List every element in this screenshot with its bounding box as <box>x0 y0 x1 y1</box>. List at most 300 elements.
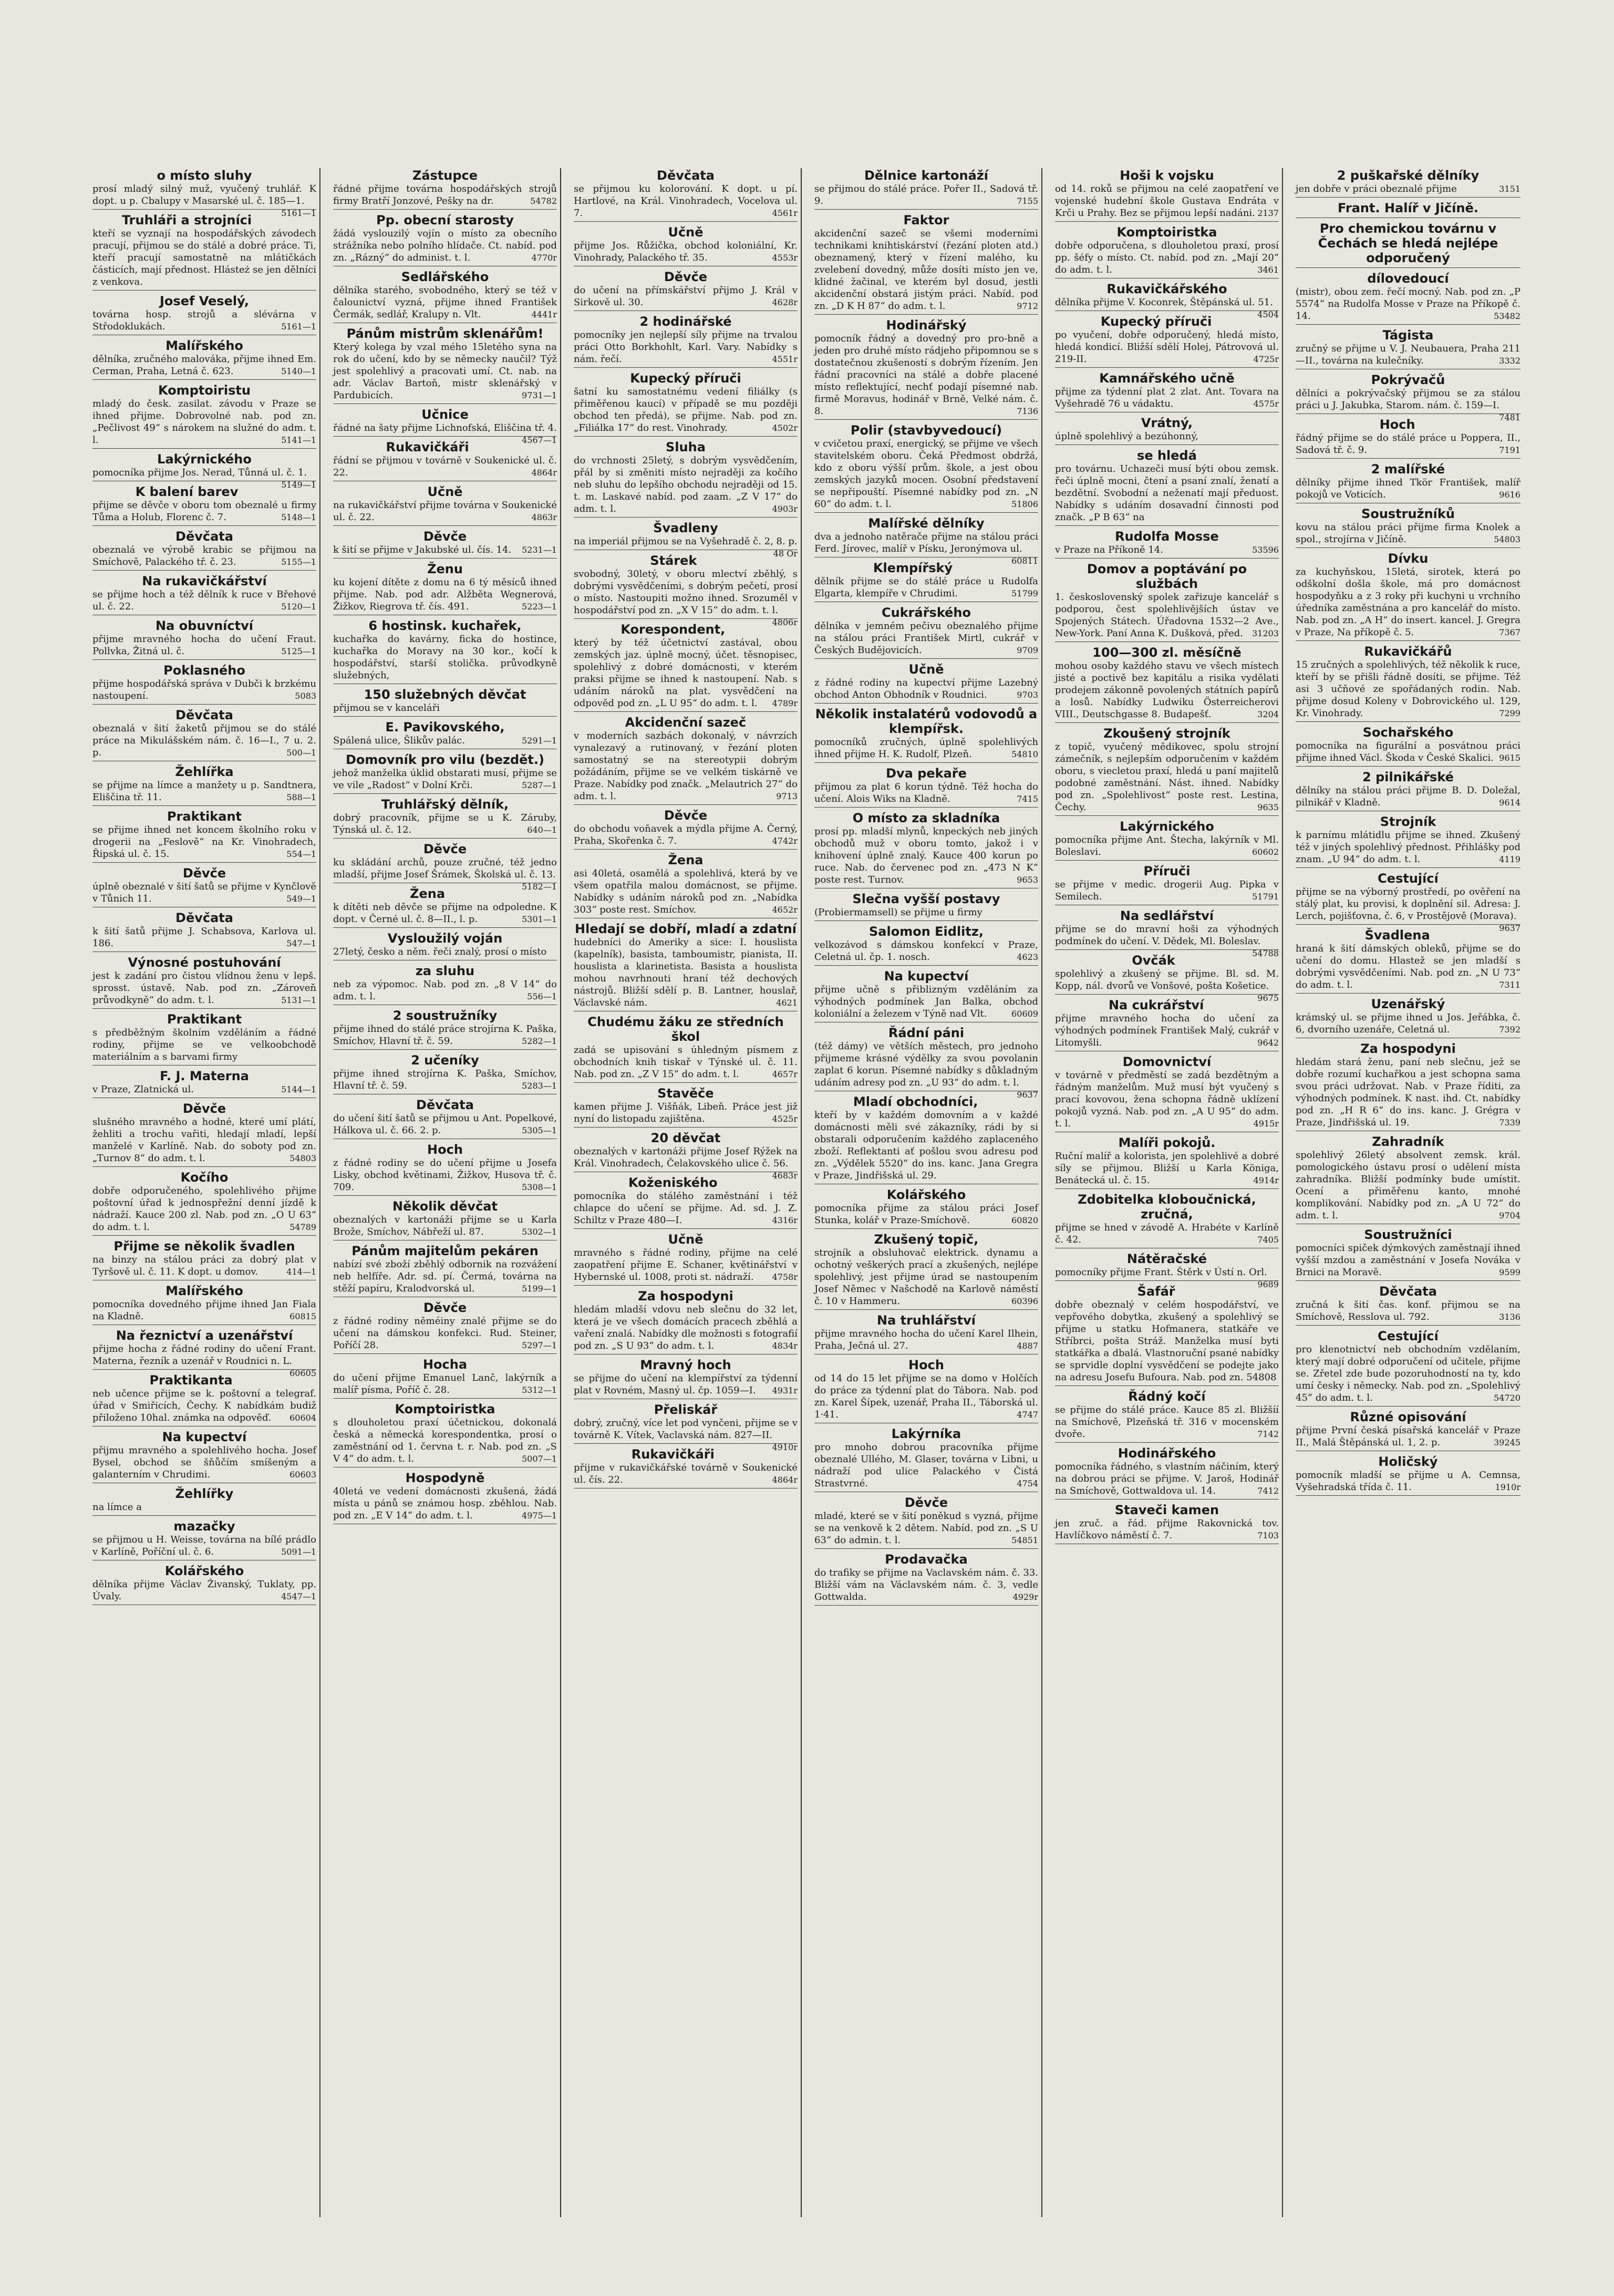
ad-heading: Děvčata <box>175 529 233 544</box>
ad-text: řádný přijme se do stálé práce u Poppera, II., Sadová tř. č. 9. 7191 <box>1296 432 1520 456</box>
ad-text: v továrně v předměstí se zadá bezdětným a řádným manželům. Muž musí být vyučený s prací kovovou, žena schopna řádně uklízení pokojů vyzná. Nab. pod zn. „A U 95“ do adm. t. l. 4915r <box>1055 1070 1279 1129</box>
ad-text: přijme Jos. Růžička, obchod koloniální, Kr. Vinohrady, Palackého tř. 35. 4553r <box>574 240 798 263</box>
classified-ad <box>1055 168 1279 222</box>
ad-code: 4525r <box>772 1114 798 1124</box>
ad-heading: Sluha <box>666 440 706 454</box>
ad-heading: Kolářského <box>886 1187 966 1202</box>
classified-ad <box>1296 271 1520 325</box>
classified-ad <box>574 270 798 311</box>
ad-code: 5144—1 <box>281 1084 316 1094</box>
ad-text: jehož manželka úklid obstarati musí, přijme se ve vile „Radost“ v Dolní Krči. 5287—1 <box>333 768 557 791</box>
ad-code: 5291—1 <box>522 736 557 746</box>
classified-ad <box>1055 1192 1279 1248</box>
ad-text: z řádné rodiny něméiny znalé přijme se do učení na dámskou konfekci. Rud. Steiner, Poříčí 28. 5297—1 <box>333 1316 557 1351</box>
ad-code: 4931r <box>772 1385 798 1395</box>
ad-heading: Děvčata <box>416 1098 474 1112</box>
ad-heading: Výnosné postuhování <box>128 955 281 970</box>
ad-heading: Za hospodyni <box>638 1289 733 1304</box>
ad-text: přijme učně s přiblizným vzděláním za výhodných podmínek Jan Balka, obchod koloniální a železem v Týně nad Vlt. 60609 <box>814 984 1038 1019</box>
classified-ad <box>333 1142 557 1196</box>
classified-ad <box>1296 997 1520 1038</box>
classified-ad <box>814 561 1038 602</box>
ad-text: kteří by v každém domovním a v každé domácnosti měli své zákazníky, rádi by si obstarali odporučením každého zaplaceného zboží. Reflektanti ať pošlou svou adresu pod zn. „Výdělek 5520“ do ins. kanc. Jana Gregra v Praze, Jindřišská ul. 29. <box>814 1110 1038 1181</box>
ad-text: žádá vyslouzilý vojín o místo za obecního strážníka nebo polního hlídače. Ct. nabíd. pod zn. „Rázný“ do administ. t. l. 4770r <box>333 228 557 263</box>
classified-ad <box>333 484 557 526</box>
ad-heading: Tágista <box>1382 328 1434 343</box>
ad-heading: Děvčata <box>175 911 233 925</box>
ad-heading: Pp. obecní starosty <box>376 213 514 227</box>
ad-text: přijme se do mravní hoši za výhodných podmínek do učení. V. Dědek, Ml. Boleslav. 54788 <box>1055 924 1279 958</box>
ad-heading: Holičský <box>1378 1454 1438 1469</box>
ad-code: 53482 <box>1494 311 1520 321</box>
classified-ad <box>814 605 1038 659</box>
ad-code: 5083 <box>295 691 316 701</box>
ad-code: 48 Or <box>773 549 798 559</box>
ad-heading: Komptoiristka <box>395 1402 495 1416</box>
ad-text: obeznalá ve výrobě krabic se přijmou na Smíchově, Palackého tř. č. 23. 5155—1 <box>92 544 316 567</box>
ad-heading: Hoši k vojsku <box>1120 168 1214 183</box>
ad-heading: Josef Veselý, <box>159 294 249 308</box>
ad-text: hraná k šití dámských obleků, přijme se do učení do domu. Hlastež se jen mladší s dobrými vysvědčeními. Nab. pod zn. „N U 73“ do adm. t. l. 7311 <box>1296 943 1520 990</box>
ad-text: slušného mravného a hodné, které umí plátí, žehliti a trochu vařiti, hledají mladí, lepší manželé v Karlíně. Nab. do soboty pod zn. „Turnov 8“ do adm. t. l. 54803 <box>92 1116 316 1164</box>
ad-heading: Komptoiristu <box>158 383 251 398</box>
classified-ad <box>92 1170 316 1236</box>
ad-text: z řádné rodiny na kupectví přijme Lazebný obchod Anton Obhodník v Roudnici. 9703 <box>814 677 1038 700</box>
ad-text: pro mnoho dobrou pracovníka přijme obeznalé Ullého, M. Glaser, továrna v Libni, u nádraží pod ulice Palackého v Čistá Strastvrné. 4754 <box>814 1442 1038 1489</box>
ad-text: přijme v rukavičkářské továrně v Soukenické ul. čís. 22. 4864r <box>574 1462 798 1485</box>
classified-ad <box>1296 814 1520 868</box>
ad-heading: Vysloužilý voján <box>387 931 503 946</box>
classified-ad <box>814 423 1038 513</box>
ad-heading: 2 soustružníky <box>392 1008 498 1023</box>
classified-ad <box>1055 1054 1279 1132</box>
ad-code: 5297—1 <box>522 1340 557 1350</box>
ad-code: 31203 <box>1252 628 1279 638</box>
classified-ad <box>333 1402 557 1467</box>
ad-text: přijmu mravného a spolehlivého hocha. Josef Bysel, obchod se šňůčím smíšeným a galanterním v Chrudimi. 60603 <box>92 1445 316 1480</box>
classified-ad <box>1296 1227 1520 1281</box>
ad-heading: Zástupce <box>412 168 478 183</box>
column-3 <box>571 168 802 2217</box>
classified-ad <box>814 1187 1038 1229</box>
ad-code: 5161—1 <box>281 322 316 332</box>
ad-code: 7405 <box>1257 1235 1279 1245</box>
classified-ad <box>814 1426 1038 1492</box>
ad-text: zadá se upisování s úhledným písmem z obchodních knih tiskař v Týnské ul. č. 11. Nab. pod zn. „Z V 15“ do adm. t. l. 4657r <box>574 1044 798 1080</box>
ad-code: 54810 <box>1011 749 1038 759</box>
classified-ad <box>92 338 316 380</box>
ad-heading: Domovnictví <box>1122 1054 1212 1069</box>
ad-text: na imperiál přijmou se na Vyšehradě č. 2, 8. p. 48 Or <box>574 536 798 559</box>
ad-heading: Praktikant <box>167 1012 242 1027</box>
ad-code: 5007—1 <box>522 1454 557 1464</box>
ad-code: 1910r <box>1495 1482 1520 1492</box>
ad-text: pomocníka dovedného přijme ihned Jan Fiala na Kladně. 60815 <box>92 1299 316 1322</box>
classified-ad <box>333 1098 557 1139</box>
ad-code: 4547—1 <box>281 1591 316 1601</box>
classified-ad <box>1296 1410 1520 1451</box>
ad-heading: 2 učeníky <box>411 1053 479 1068</box>
ad-heading: Dělnice kartonáží <box>864 168 989 183</box>
ad-code: 9614 <box>1499 798 1520 808</box>
classified-ad <box>1055 1446 1279 1499</box>
ad-code: 7339 <box>1499 1118 1520 1128</box>
classified-ad <box>1296 462 1520 503</box>
classified-ad <box>333 931 557 960</box>
classified-ad <box>1296 770 1520 811</box>
ad-heading: Hoch <box>1379 417 1415 432</box>
ad-heading: Komptoiristka <box>1116 225 1217 240</box>
classified-ad <box>333 687 557 717</box>
classified-ad <box>1055 1389 1279 1443</box>
newspaper-page <box>89 168 1524 2217</box>
ad-heading: Děvče <box>423 529 467 544</box>
ad-text: dělníky na stálou práci přijme B. D. Doležal, pilnikář v Kladně. 9614 <box>1296 785 1520 808</box>
ad-code: 5125—1 <box>281 646 316 656</box>
ad-text: akcidenční sazeč se všemi moderními technikami knihtiskárství (řezání ploten atd.) obeznamený, který v řízení malého, ku zvelebení dovedný, může dosíti místo jen ve, klidné žačinal, ve kterém byl dosud, jestli akcidenční obstará jistým práci. Nabíd. pod zn. „D K H 87“ do adm. t. l. 9712 <box>814 228 1038 312</box>
ad-code: 4621 <box>776 998 798 1008</box>
classified-ad <box>92 383 316 449</box>
ad-text: kteří se vyznají na hospodářských závodech pracují, přijmou se do stálé a dobré práce. Ti, kteří pracují samostatně na mlátičkách částicích, mají přednost. Hlásteż se jen dělníci z venkova. <box>92 228 316 287</box>
classified-ad <box>333 720 557 749</box>
ad-heading: Děvče <box>182 1101 226 1116</box>
ad-text: do obchodu voňavek a mýdla přijme A. Černý, Praha, Skořenka č. 7. 4742r <box>574 823 798 846</box>
ad-code: 60811 <box>1011 556 1038 566</box>
ad-heading: Děvče <box>423 842 467 856</box>
ad-heading: Prodavačka <box>885 1552 968 1567</box>
ad-heading: Truhláři a strojníci <box>121 213 252 227</box>
classified-ad <box>574 715 798 805</box>
classified-ad <box>333 752 557 794</box>
classified-ad <box>814 1026 1038 1100</box>
ad-text: pro továrnu. Uchazeči musí býti obou zemsk. řeči úplně mocni, čtení a psaní znalí, ženatí a bezdětní. Svobodní a neženatí mají předuost. Nabídky s udáním dosavadní činnosti pod značk. „P B 63“ na <box>1055 463 1279 523</box>
ad-text: za kuchyňskou, 15letá, sirotek, která po odškolní došla škole, má pro domácnost hospodyňku a z 3 roky při kuchyni u vrchního úředníka zaměstnána a pro kancelář do místo. Nab. pod zn. „A H“ do insert. kancel. J. Gregra v Praze, Na příkopě č. 5. 7367 <box>1296 566 1520 638</box>
ad-text: dělníka přijme V. Koconrek, Štěpánská ul. 51. 4504 <box>1055 297 1279 319</box>
ad-heading: Hoch <box>908 1358 944 1372</box>
ad-text: se přijmou ku kolorování. K dopt. u pí. Hartlové, na Král. Vinohradech, Vocelova ul. 7. 4561r <box>574 183 798 219</box>
ad-heading: Pánům majitelům pekáren <box>351 1244 539 1258</box>
ad-text: zručný se přijme u V. J. Neubauera, Praha 211—II., továrna na kulečníky. 3332 <box>1296 343 1520 366</box>
classified-ad <box>814 516 1038 566</box>
ad-heading: Švadlena <box>1364 928 1430 943</box>
ad-code: 5182—1 <box>522 882 557 892</box>
classified-ad <box>92 911 316 952</box>
ad-heading: Na cukrářství <box>1108 998 1204 1012</box>
ad-code: 7136 <box>1017 406 1038 416</box>
ad-heading: Žena <box>410 886 446 901</box>
ad-code: 4628r <box>772 297 798 307</box>
ad-heading: Učnice <box>421 407 469 422</box>
classified-ad <box>333 797 557 839</box>
ad-heading: Děvče <box>423 1300 467 1315</box>
ad-heading: Truhlářský dělník, <box>381 797 509 812</box>
ad-code: 5231—1 <box>522 545 557 555</box>
ad-text: přijme se hned v závodě A. Hrabéte v Karlíně č. 42. 7405 <box>1055 1222 1279 1245</box>
ad-code: 4915r <box>1253 1119 1279 1129</box>
ad-text: do učení přijme Emanuel Lanč, lakýrník a malíř písma, Poříč č. 28. 5312—1 <box>333 1372 557 1395</box>
ad-heading: Rukavičkáři <box>386 440 469 454</box>
ad-code: 9599 <box>1499 1267 1520 1277</box>
ad-code: 5141—1 <box>281 435 316 445</box>
ad-heading: Žehlířka <box>175 764 234 779</box>
ad-code: 54803 <box>289 1153 316 1163</box>
ad-text: mohou osoby každého stavu ve všech místech jisté a poctivě bez kapitálu a risika vydělati prodejem zákonně povolených státních papírů a losů. Nabídky Ludwiku Österreicherovi VIII., Deutschgasse 8. Budapešť. 3204 <box>1055 660 1279 720</box>
classified-ad <box>92 213 316 291</box>
classified-ad <box>1055 998 1279 1051</box>
ad-text: se přijme do stálé práce. Kauce 85 zl. Bližšíí na Smíchově, Plzeňská tř. 316 v mocenském dvoře. 7142 <box>1055 1404 1279 1440</box>
ad-heading: Sochařského <box>1362 725 1454 740</box>
ad-text: přijme První česká písařská kancelář v Praze II., Malá Štěpánská ul. 1, 2. p. 39245 <box>1296 1425 1520 1448</box>
ad-heading: Děvčata <box>175 708 233 722</box>
ad-text: přijme za týdenní plat 2 zlat. Ant. Tovara na Vyšehradě 76 u vádaktu. 4575r <box>1055 386 1279 409</box>
ad-code: 5120—1 <box>281 602 316 612</box>
ad-heading: Několik instalatérů vodovodů a klempířsk. <box>815 707 1038 736</box>
ad-heading: Na rukavičkářství <box>142 574 267 588</box>
ad-heading: dílovedoucí <box>1367 271 1449 286</box>
classified-ad <box>92 1430 316 1483</box>
ad-code: 54789 <box>289 1222 316 1232</box>
ad-text: dělníka, zručného malováka, přijme ihned Em. Cerman, Praha, Letná č. 623. 5140—1 <box>92 354 316 377</box>
ad-heading: 2 malířské <box>1371 462 1445 477</box>
ad-text: dobře obeznalý v celém hospodářství, ve vepřového dobytka, zkušený a spolehlivý se přijme u statku Hofmanera, statkáře ve Stříbrci, pošta Stráž. Manželka musí byti statkářka a dbalá. Vlastnoruční psané nabídky se sprvidle doplní vysvědčení se podejte jako na adresu Josefu Bufoura. Nab. pod zn. 54808 <box>1055 1299 1279 1383</box>
ad-code: 4567—1 <box>522 435 557 445</box>
ad-code: 4806r <box>772 617 798 627</box>
classified-ad <box>92 294 316 335</box>
classified-ad <box>333 270 557 323</box>
ad-text: přijme ihned do stálé práce strojírna K. Paška, Smíchov, Hlavní tř. č. 59. 5282—1 <box>333 1023 557 1047</box>
ad-code: 60603 <box>289 1470 316 1480</box>
ad-heading: Polir (stavbyvedoucí) <box>850 423 1002 438</box>
ad-heading: Stárek <box>650 553 697 568</box>
ad-code: 9616 <box>1499 490 1520 500</box>
ad-code: 9653 <box>1017 875 1038 885</box>
ad-code: 39245 <box>1494 1437 1520 1447</box>
classified-ad <box>92 809 316 863</box>
ad-text: na binzy na stálou práci za dobrý plat v Tyršově ul. č. 11. K dopt. u domov. 414—1 <box>92 1254 316 1277</box>
classified-ad <box>814 766 1038 808</box>
ad-text: se přijme hoch a též dělník k ruce v Břehové ul. č. 22. 5120—1 <box>92 589 316 612</box>
ad-heading: 150 služebných děvčat <box>364 687 526 702</box>
classified-ad <box>1296 221 1520 268</box>
ad-text: obeznalých v kartonáži přijme Josef Rýžek na Král. Vinohradech, Čelakovského ulice č. 56. 4683r <box>574 1146 798 1181</box>
ad-text: dobře odporučena, s dlouholetou praxí, prosí pp. šéfy o místo. Ct. nabíd. pod zn. „Mají 20“ do adm. t. l. 3461 <box>1055 240 1279 275</box>
ad-text: továrna hosp. strojů a slévárna v Střodoklukách. 5161—1 <box>92 309 316 332</box>
ad-text: přijmou za plat 6 korun týdně. Též hocha do učení. Alois Wiks na Kladně. 7415 <box>814 781 1038 804</box>
ad-heading: Mladí obchodníci, <box>853 1094 978 1109</box>
classified-ad <box>574 853 798 918</box>
classified-ad <box>1055 953 1279 1003</box>
ad-heading: Chudému žáku ze středních škol <box>587 1015 784 1044</box>
ad-heading: Soustružníci <box>1364 1227 1452 1242</box>
classified-ad <box>1055 1135 1279 1189</box>
ad-code: 547—1 <box>286 938 316 948</box>
ad-code: 9703 <box>1017 690 1038 700</box>
ad-heading: Hodinářského <box>1118 1446 1216 1461</box>
classified-ad <box>1055 225 1279 278</box>
ad-code: 7142 <box>1257 1429 1279 1439</box>
ad-code: 5148—1 <box>281 512 316 522</box>
ad-code: 4770r <box>531 253 557 263</box>
ad-heading: Děvče <box>664 808 708 823</box>
ad-code: 5287—1 <box>522 780 557 790</box>
classified-ad <box>333 618 557 684</box>
ad-code: 3204 <box>1257 709 1279 719</box>
ad-text: neb učence přijme se k. poštovní a telegraf. úřad v Smiřicích, Čechy. K nabídkám budiž přiloženo 10hal. známka na odpověď. 60604 <box>92 1388 316 1423</box>
ad-code: 4623 <box>1017 952 1038 962</box>
ad-heading: Lakýrnického <box>1120 819 1214 834</box>
ad-code: 5283—1 <box>522 1081 557 1091</box>
ad-code: 4903r <box>772 504 798 514</box>
ad-heading: Strojník <box>1380 814 1436 829</box>
classified-ad <box>814 707 1038 763</box>
ad-code: 54782 <box>530 196 557 206</box>
classified-ad <box>1055 314 1279 368</box>
ad-text: spolehlivý a zkušený se přijme. Bl. sd. M. Kopp, nál. dvorů ve Vonšové, pošta Košetice. 9675 <box>1055 968 1279 1003</box>
ad-text: dobrý, zručný, více let pod vynčeni, přijme se v továrně K. Vítek, Vaclavská nám. 827—II. 4910r <box>574 1418 798 1452</box>
ad-text: kovu na stálou práci přijme firma Knolek a spol., strojírna v Jičíně. 54803 <box>1296 522 1520 545</box>
ad-code: 3332 <box>1499 356 1520 366</box>
ad-text: dělník přijme se do stálé práce u Rudolfa Elgarta, klempíře v Chrudimi. 51799 <box>814 576 1038 599</box>
classified-ad <box>1055 1252 1279 1289</box>
ad-code: 4910r <box>772 1442 798 1452</box>
ad-code: 500—1 <box>286 748 316 758</box>
ad-text: mladý do česk. zasilat. závodu v Praze se ihned přijme. Dobrovolné nab. pod zn. „Pečlivost 49“ s nárokem na služné do adm. t. l. 5141—1 <box>92 398 316 446</box>
ad-text: prosí pp. mladší mlynů, knpeckých neb jiných obchodů muž v oboru tomto, jakož i v knihovení úplně znalý. Kauce 400 korun po ruce. Nab. do červenec pod zn. „473 N K“ poste rest. Turnov. 9653 <box>814 826 1038 885</box>
ad-heading: Hoch <box>427 1142 463 1157</box>
ad-text: dělníka v jemném pečivu obeznalého přijme na stálou práci František Mirtl, cukrář v Českých Budějovicích. 9709 <box>814 620 1038 656</box>
ad-text: pomocníci spiček dýmkových zaměstnají ihned vyšší mzdou a zaměstnání v Josefa Nováka v Brnici na Moravě. 9599 <box>1296 1243 1520 1278</box>
ad-heading: 2 pilnikářské <box>1362 770 1454 784</box>
classified-ad <box>1296 201 1520 218</box>
ad-heading: Hodinářský <box>886 318 967 333</box>
ad-heading: Domovník pro vilu (bezdět.) <box>346 752 544 767</box>
classified-ad <box>814 318 1038 420</box>
ad-code: 5140—1 <box>281 366 316 376</box>
classified-ad <box>1055 819 1279 861</box>
ad-heading: Frant. Halíř v Jičíně. <box>1338 201 1478 215</box>
ad-code: 7103 <box>1257 1530 1279 1540</box>
classified-ad <box>1296 373 1520 422</box>
ad-code: 4441r <box>531 309 557 319</box>
ad-text: pomocníka přijme za stálou práci Josef Stunka, kolář v Praze-Smíchově. 60820 <box>814 1203 1038 1226</box>
ad-heading: K balení barev <box>135 484 239 499</box>
ad-heading: Malířské dělníky <box>868 516 985 531</box>
ad-code: 3461 <box>1257 265 1279 275</box>
ad-text: z topič, vyučený mědikovec, spolu strojní zámečník, s nejlepším odporučením v každém oboru, s viecletou praxí, hledá u paní majitelů podobné zaměstnání. Nást. ihned. Nabídky pod zn. „Spolehlivost“ poste rest. Lestina, Čechy. 9635 <box>1055 741 1279 813</box>
ad-code: 4575r <box>1253 399 1279 409</box>
classified-ad <box>574 553 798 627</box>
ad-text: úplně spolehlivý a bezúhonný, <box>1055 431 1198 442</box>
ad-text: do učení na přímskářství přijmo J. Král v Sirkově ul. 30. 4628r <box>574 285 798 308</box>
classified-ad <box>814 1313 1038 1354</box>
ad-text: dva a jednoho natěrače přijme na stálou práci Ferd. Jírovec, malíř v Písku, Jeronýmova ul. 60811 <box>814 531 1038 566</box>
classified-ad <box>333 964 557 1005</box>
ad-heading: Na truhlářství <box>876 1313 976 1328</box>
ad-text: hledám mladší vdovu neb slečnu do 32 let, která je ve všech domácích pracech zběhlá a vaření znalá. Nabídky dle možnosti s fotografií pod zn. „S U 93“ do adm. t. l. 4834r <box>574 1304 798 1351</box>
classified-ad <box>814 168 1038 210</box>
classified-ad <box>574 440 798 518</box>
ad-code: 54720 <box>1494 1393 1520 1403</box>
classified-ad <box>333 407 557 445</box>
classified-ad <box>1055 1284 1279 1386</box>
ad-code: 5149—1 <box>281 480 316 490</box>
ad-text: do učení šití šatů se přijmou u Ant. Popelkové, Hálkova ul. č. 66. 2. p. 5305—1 <box>333 1113 557 1136</box>
classified-ad <box>333 1199 557 1240</box>
ad-heading: Na sedlářství <box>1120 908 1214 923</box>
ad-heading: se hledá <box>1137 448 1197 463</box>
ad-heading: Soustružníků <box>1361 506 1455 521</box>
ad-text: přijme mravného hocha do učení Fraut. Pollvka, Žitná ul. č. 5125—1 <box>92 634 316 657</box>
ad-heading: Kupecký příruči <box>1100 314 1212 329</box>
classified-ad <box>1296 644 1520 722</box>
ad-heading: o místo sluhy <box>157 168 252 183</box>
ad-code: 4834r <box>772 1341 798 1351</box>
ad-code: 5199—1 <box>522 1284 557 1294</box>
classified-ad <box>92 1069 316 1098</box>
ad-text: řádné na šaty přijme Lichnofská, Eliščina tř. 4. 4567—1 <box>333 422 557 445</box>
ad-text: od 14 do 15 let přijme se na domo v Holčích do práce za týdenní plat do Tábora. Nab. pod zn. Karel Šípek, uzenář, Praha II., Táborská ul. 1·41. 4747 <box>814 1373 1038 1420</box>
classified-ad <box>1055 529 1279 559</box>
ad-heading: Různé opisování <box>1350 1410 1466 1424</box>
ad-code: 9637 <box>1017 1090 1038 1100</box>
ad-text: dělníky přijme ihned Tkör František, malíř pokojů ve Voticích. 9616 <box>1296 477 1520 500</box>
ad-text: k parnímu mlátidlu přijme se ihned. Zkušený též v jiných spolehlivý přednost. Přihlášky pod znam. „U 94“ do adm. t. l. 4119 <box>1296 830 1520 865</box>
classified-ad <box>1296 551 1520 641</box>
ad-heading: Lakýrnického <box>157 452 252 467</box>
ad-heading: Děvčata <box>1379 1284 1437 1299</box>
ad-heading: Praktikant <box>167 809 242 824</box>
classified-ad <box>1055 908 1279 958</box>
classified-ad <box>92 663 316 705</box>
classified-ad <box>1296 725 1520 767</box>
ad-heading: Nátěračské <box>1126 1252 1207 1266</box>
classified-ad <box>574 1358 798 1399</box>
classified-ad <box>574 1015 798 1083</box>
column-4 <box>811 168 1042 2217</box>
classified-ad <box>1296 1329 1520 1406</box>
ad-heading: Na kupectví <box>162 1430 247 1444</box>
classified-ad <box>92 574 316 615</box>
classified-ad <box>574 314 798 368</box>
ad-text: přijme hocha z řádné rodiny do učení Frant. Materna, řezník a uzenář v Roudnici n. L. 60605 <box>92 1343 316 1378</box>
ad-text: pomocníka do stálého zaměstnání i též chlapce do učení se přijme. Ad. sd. J. Z. Schiltz v Praze 480—I. 4316r <box>574 1191 798 1226</box>
classified-ad <box>1296 1454 1520 1496</box>
ad-heading: Malířského <box>165 1284 243 1298</box>
ad-text: s dlouholetou praxí účetnickou, dokonalá česká a německá korespondentka, prosí o zaměstnání od 1. června t. r. Nab. pod zn. „S V 4“ do adm. t. l. 5007—1 <box>333 1417 557 1464</box>
ad-code: 556—1 <box>527 991 557 1001</box>
classified-ad <box>1296 506 1520 548</box>
ad-heading: Dva pekaře <box>886 766 967 781</box>
ad-heading: Žehlířky <box>175 1486 234 1501</box>
classified-ad <box>574 622 798 712</box>
ad-heading: Děvče <box>664 270 708 284</box>
ad-code: 9709 <box>1017 645 1038 655</box>
classified-ad <box>574 168 798 222</box>
ad-code: 54788 <box>1252 948 1279 958</box>
ad-text: do trafiky se přijme na Vaclavském nám. č. 33. Bližší vám na Václavském nám. č. 3, vedle Gottwalda. 4929r <box>814 1567 1038 1602</box>
ad-code: 7299 <box>1499 708 1520 718</box>
ad-text: jen dobře v práci obeznalé přijme 3151 <box>1296 183 1520 194</box>
ad-heading: Kolářského <box>164 1564 244 1578</box>
ad-code: 60604 <box>289 1413 316 1423</box>
ad-heading: Stavěče <box>657 1086 714 1101</box>
ad-code: 4863r <box>531 512 557 522</box>
ad-code: 4747 <box>1017 1410 1038 1420</box>
ad-text: v Praze, Zlatnická ul. 5144—1 <box>92 1084 316 1095</box>
ad-text: zručná k šití čas. konf. přijmou se na Smíchově, Resslova ul. 792. 3136 <box>1296 1299 1520 1322</box>
ad-code: 4864r <box>772 1475 798 1485</box>
ad-heading: Učně <box>908 662 944 677</box>
